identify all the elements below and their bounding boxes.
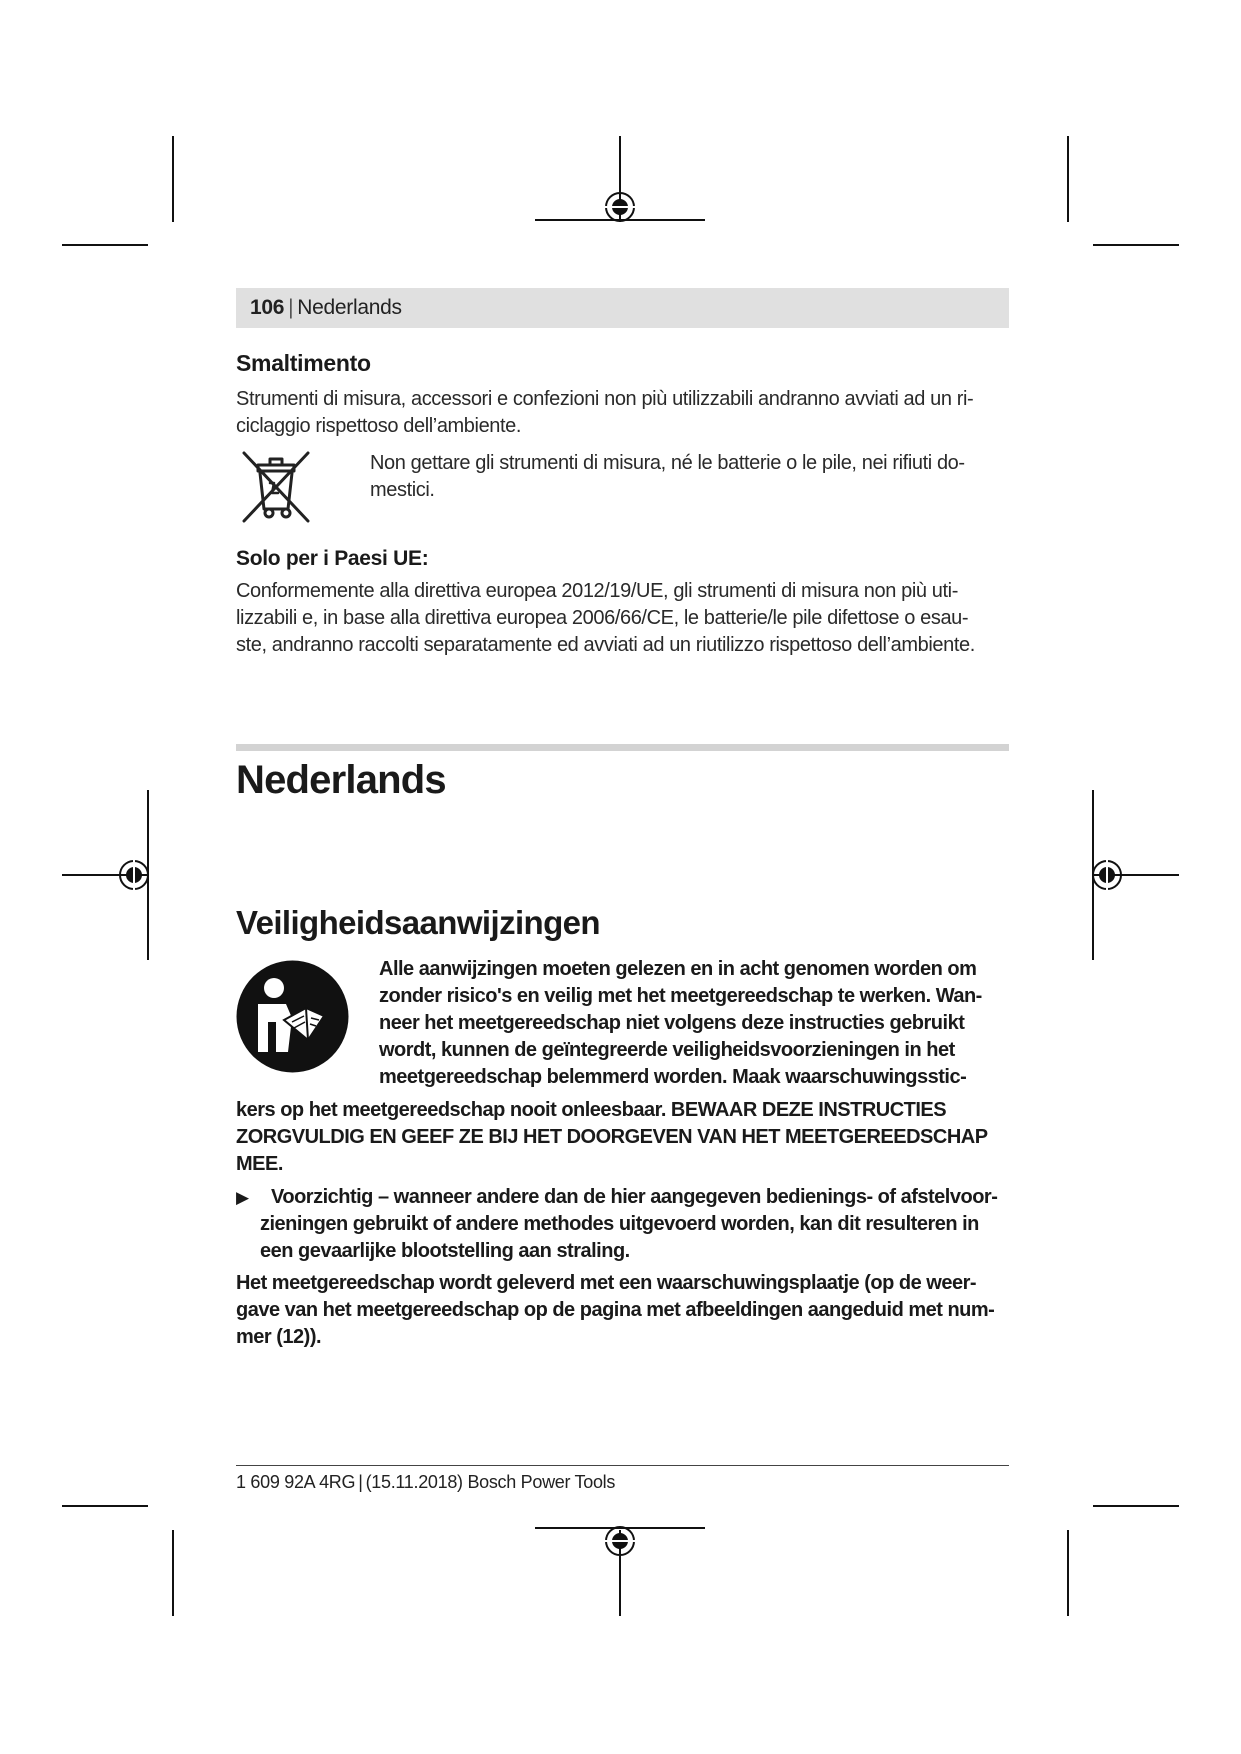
veiligheid-intro [379,956,1029,1091]
eu-heading: Solo per i Paesi UE: [236,547,429,570]
footer-brand: Bosch Power Tools [467,1472,616,1492]
warning-bullet-line3: een gevaarlijke blootstelling aan straling. [260,1240,630,1262]
warning-bullet [236,1184,1016,1265]
footer-date: (15.11.2018) [365,1472,463,1492]
eu-paragraph [236,578,1026,659]
crossed-out-bin-icon [236,447,316,527]
veiligheid-full-line3: MEE. [236,1153,283,1175]
eu-line1: Conformemente alla direttiva europea 2012/19/UE, gli strumenti di misura non più uti- [236,580,958,602]
veiligheid-intro-line5: meetgereedschap belemmerd worden. Maak waarschuwingsstic- [379,1066,967,1088]
smaltimento-intro-line2: ciclaggio rispettoso dell’ambiente. [236,415,522,437]
warning-label-line3: mer (12)). [236,1326,322,1348]
veiligheid-intro-line3: neer het meetgereedschap niet volgens deze instructies gebruikt [379,1012,965,1034]
warning-label-paragraph [236,1270,1026,1351]
warning-label-line1: Het meetgereedschap wordt geleverd met een waarschuwingsplaatje (op de weer- [236,1272,977,1294]
veiligheid-intro-line1: Alle aanwijzingen moeten gelezen en in acht genomen worden om [379,958,977,980]
registration-mark-bottom [535,1527,705,1616]
footer-separator: | [358,1472,363,1492]
smaltimento-intro-line1: Strumenti di misura, accessori e confezioni non più utilizzabili andranno avviati ad un ri- [236,388,974,410]
veiligheid-intro-line2: zonder risico's en veilig met het meetgereedschap te werken. Wan- [379,985,982,1007]
smaltimento-intro [236,386,1026,440]
warning-bullet-line2: zieningen gebruikt of andere methodes uitgevoerd worden, kan dit resulteren in [260,1213,979,1235]
page-number: 106 [250,296,285,319]
nederlands-heading: Nederlands [236,758,446,802]
warning-bullet-text [236,1184,1016,1265]
read-manual-icon [236,960,349,1073]
eu-line2: lizzabili e, in base alla direttiva europea 2006/66/CE, le batterie/le pile difettose o esau- [236,607,969,629]
warning-bullet-line1: Voorzichtig – wanneer andere dan de hier aangegeven bedienings- of afstelvoor- [271,1186,998,1208]
veiligheid-intro-line4: wordt, kunnen de geïntegreerde veiligheidsvoorzieningen in het [379,1039,955,1061]
registration-mark-left [62,790,148,960]
veiligheid-heading: Veiligheidsaanwijzingen [236,904,600,941]
page-footer [236,1472,615,1493]
bin-note [370,450,1020,504]
page-header [236,288,1009,328]
bin-note-line2: mestici. [370,479,435,501]
header-section: Nederlands [297,296,402,319]
bullet-arrow-icon: ▶ [236,1188,249,1207]
veiligheid-full-line1: kers op het meetgereedschap nooit onleesbaar. BEWAAR DEZE INSTRUCTIES [236,1099,947,1121]
section-divider [236,744,1009,751]
veiligheid-full [236,1097,1026,1178]
warning-label-line2: gave van het meetgereedschap op de pagina met afbeeldingen aangeduid met num- [236,1299,995,1321]
registration-mark-top [535,136,705,222]
footer-code: 1 609 92A 4RG [236,1472,356,1492]
veiligheid-full-line2: ZORGVULDIG EN GEEF ZE BIJ HET DOORGEVEN VAN HET MEETGEREEDSCHAP [236,1126,988,1148]
header-separator: | [288,296,294,319]
smaltimento-heading: Smaltimento [236,350,371,376]
registration-mark-right [1093,790,1179,960]
eu-line3: ste, andranno raccolti separatamente ed avviati ad un riutilizzo rispettoso dell’ambiente. [236,634,975,656]
bin-note-line1: Non gettare gli strumenti di misura, né le batterie o le pile, nei rifiuti do- [370,452,965,474]
footer-rule [236,1465,1009,1466]
